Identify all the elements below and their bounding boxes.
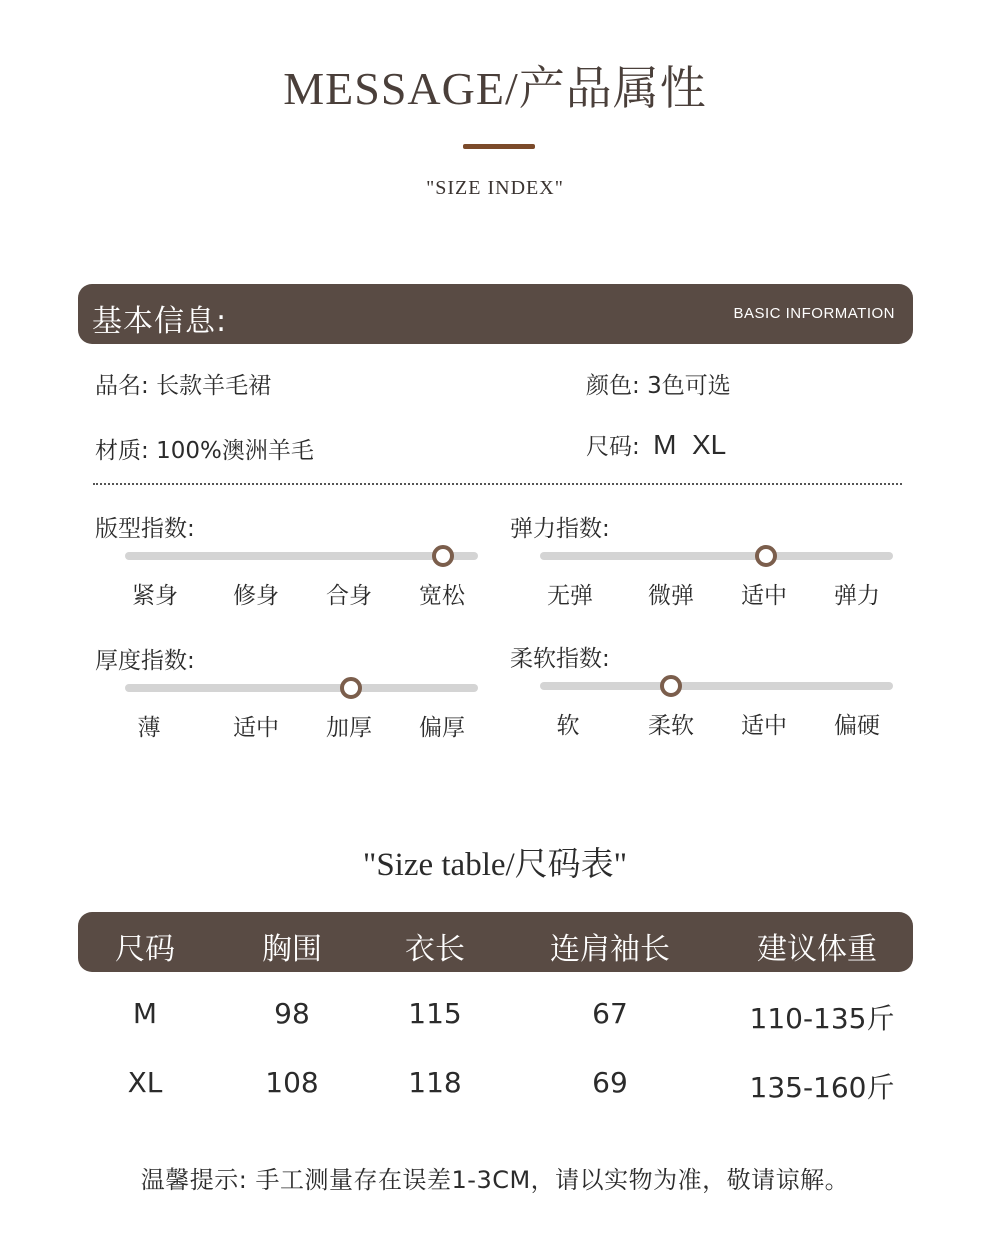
fit-option: 修身 <box>233 583 279 609</box>
elasticity-index-title: 弹力指数: <box>510 516 610 542</box>
header-length: 衣长 <box>405 932 465 967</box>
fit-option: 合身 <box>326 583 372 609</box>
table-cell: 118 <box>408 1066 462 1099</box>
table-cell: 108 <box>265 1066 319 1099</box>
size-table-title: "Size table/尺码表" <box>362 847 628 883</box>
header-weight: 建议体重 <box>757 932 877 967</box>
table-cell: 67 <box>592 997 628 1030</box>
softness-index-title: 柔软指数: <box>510 646 610 672</box>
fit-option: 紧身 <box>132 583 178 609</box>
table-cell: XL <box>127 1066 163 1099</box>
material-label: 材质: <box>95 438 149 464</box>
thickness-index <box>95 642 475 772</box>
fit-option: 宽松 <box>419 583 465 609</box>
table-cell: 135-160斤 <box>749 1071 895 1104</box>
elasticity-option: 微弹 <box>648 583 694 609</box>
product-name-field <box>95 367 271 400</box>
softness-option: 柔软 <box>648 713 694 739</box>
warm-tip: 温馨提示: 手工测量存在误差1-3CM，请以实物为准，敬请谅解。 <box>140 1166 850 1194</box>
softness-index-track <box>540 682 893 690</box>
header-size: 尺码 <box>115 932 175 967</box>
elasticity-index-knob <box>755 545 777 567</box>
product-name-value: 长款羊毛裙 <box>156 373 272 399</box>
fit-index-title: 版型指数: <box>95 516 195 542</box>
table-cell: 115 <box>408 997 462 1030</box>
header-chest: 胸围 <box>262 932 322 967</box>
softness-index <box>510 640 890 770</box>
color-value: 3色可选 <box>647 373 731 399</box>
softness-option: 偏硬 <box>834 713 880 739</box>
page-title: MESSAGE/产品属性 <box>283 63 707 114</box>
page-subtitle: "SIZE INDEX" <box>426 177 564 199</box>
table-cell: 98 <box>274 997 310 1030</box>
size-label: 尺码: <box>586 434 640 460</box>
table-cell: 69 <box>592 1066 628 1099</box>
thickness-index-knob <box>340 677 362 699</box>
size-field <box>586 428 726 461</box>
fit-index <box>95 510 475 640</box>
thickness-option: 加厚 <box>326 715 372 741</box>
elasticity-index-track <box>540 552 893 560</box>
thickness-index-title: 厚度指数: <box>95 648 195 674</box>
color-label: 颜色: <box>586 373 640 399</box>
softness-index-knob <box>660 675 682 697</box>
table-row <box>0 997 990 1047</box>
fit-index-track <box>125 552 478 560</box>
color-field <box>586 367 731 400</box>
basic-info-title: 基本信息: <box>92 304 228 339</box>
table-cell: M <box>132 997 158 1030</box>
product-name-label: 品名: <box>95 373 149 399</box>
softness-option: 适中 <box>741 713 787 739</box>
table-row <box>0 1066 990 1116</box>
dotted-divider <box>93 483 902 485</box>
size-value: M XL <box>653 429 727 460</box>
thickness-option: 偏厚 <box>419 715 465 741</box>
elasticity-option: 无弹 <box>547 583 593 609</box>
softness-option: 软 <box>556 713 580 739</box>
thickness-option: 薄 <box>137 715 161 741</box>
title-divider <box>463 144 535 149</box>
material-field <box>95 432 314 465</box>
thickness-index-track <box>125 684 478 692</box>
fit-index-knob <box>432 545 454 567</box>
elasticity-option: 适中 <box>741 583 787 609</box>
size-table-header <box>78 912 913 972</box>
header-sleeve: 连肩袖长 <box>550 932 670 967</box>
elasticity-index <box>510 510 890 640</box>
thickness-option: 适中 <box>233 715 279 741</box>
elasticity-option: 弹力 <box>834 583 880 609</box>
basic-info-bar <box>78 284 913 344</box>
table-cell: 110-135斤 <box>749 1002 895 1035</box>
basic-info-title-en: BASIC INFORMATION <box>733 305 895 322</box>
material-value: 100%澳洲羊毛 <box>156 438 314 464</box>
